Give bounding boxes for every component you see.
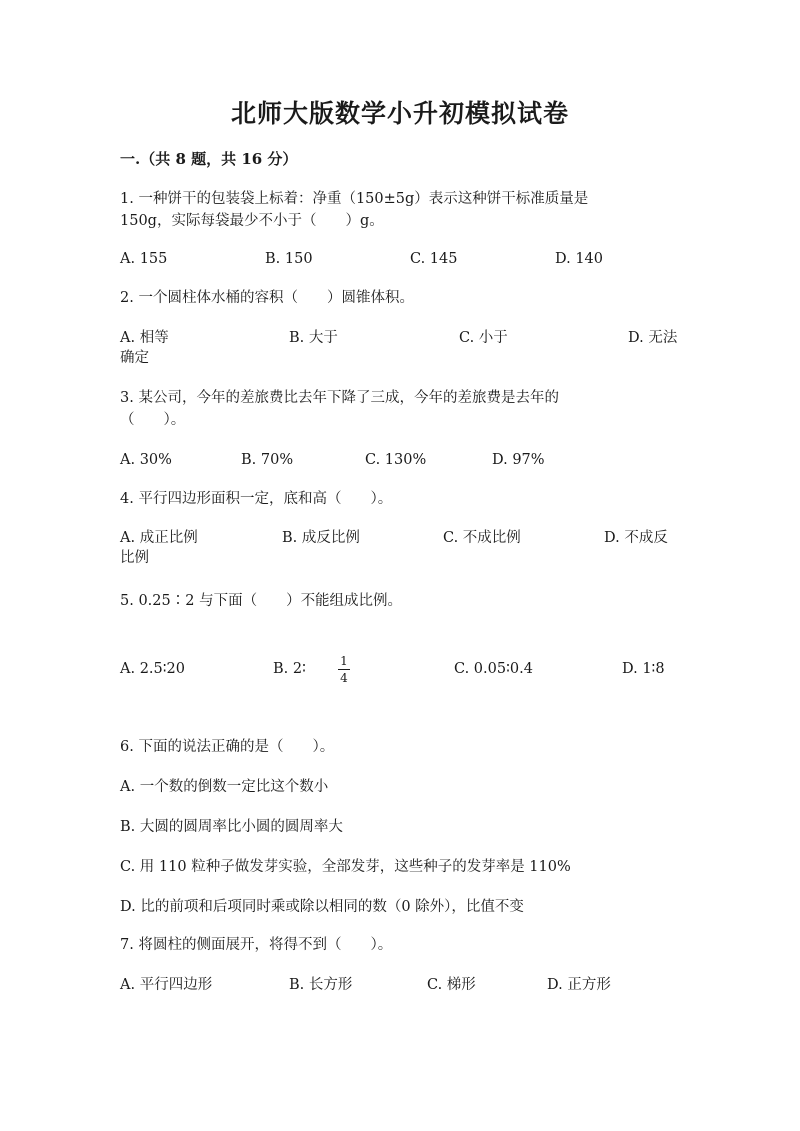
page-title: 北师大版数学小升初模拟试卷 — [230, 99, 569, 128]
question-1-option-a: A. 155 — [120, 251, 168, 267]
question-1-option-d: D. 140 — [555, 251, 604, 267]
question-4-option-d: D. 不成反 — [604, 530, 668, 546]
question-4-option-c: C. 不成比例 — [443, 530, 521, 546]
question-4-option-d-wrap: 比例 — [120, 550, 149, 566]
question-5-option-d: D. 1∶8 — [622, 661, 665, 677]
question-3-option-b: B. 70% — [241, 452, 294, 468]
question-1-stem: 1. 一种饼干的包装袋上标着：净重（150±5g）表示这种饼干标准质量是 150g，实际每袋最少不小于（ ）g。 — [120, 191, 589, 229]
question-6-option-c: C. 用 110 粒种子做发芽实验，全部发芽，这些种子的发芽率是 110% — [120, 859, 571, 875]
question-1-option-c: C. 145 — [410, 251, 458, 267]
fraction-numerator: 1 — [340, 654, 348, 668]
question-6-stem: 6. 下面的说法正确的是（ ）。 — [120, 739, 335, 755]
question-2-option-d-wrap: 确定 — [120, 350, 149, 366]
question-2-option-b: B. 大于 — [289, 330, 338, 346]
question-7-option-c: C. 梯形 — [427, 977, 476, 993]
question-4-option-b: B. 成反比例 — [282, 530, 360, 546]
question-4-option-a: A. 成正比例 — [120, 530, 198, 546]
question-3-option-a: A. 30% — [120, 452, 172, 468]
question-5-option-a: A. 2.5∶20 — [120, 661, 185, 677]
question-7-option-b: B. 长方形 — [289, 977, 353, 993]
question-7-option-a: A. 平行四边形 — [120, 977, 213, 993]
section-heading: 一.（共 8 题，共 16 分） — [120, 150, 298, 168]
question-3-option-d: D. 97% — [492, 452, 545, 468]
question-6-option-b: B. 大圆的圆周率比小圆的圆周率大 — [120, 819, 343, 835]
question-2-option-d: D. 无法 — [628, 330, 678, 346]
question-2-stem: 2. 一个圆柱体水桶的容积（ ）圆锥体积。 — [120, 290, 414, 306]
question-6-option-a: A. 一个数的倒数一定比这个数小 — [120, 779, 329, 795]
question-6-option-d: D. 比的前项和后项同时乘或除以相同的数（0 除外），比值不变 — [120, 899, 524, 915]
question-5-stem: 5. 0.25∶2 与下面（ ）不能组成比例。 — [120, 593, 403, 609]
question-5-option-b: B. 2∶ — [273, 661, 306, 677]
question-3-stem: 3. 某公司，今年的差旅费比去年下降了三成，今年的差旅费是去年的 （ ）。 — [120, 390, 559, 428]
question-5-option-b-fraction — [338, 654, 350, 685]
question-2-option-c: C. 小于 — [459, 330, 508, 346]
fraction-denominator: 4 — [340, 671, 348, 685]
fraction-bar — [338, 669, 350, 670]
question-7-stem: 7. 将圆柱的侧面展开，将得不到（ ）。 — [120, 937, 393, 953]
question-2-option-a: A. 相等 — [120, 330, 169, 346]
question-3-option-c: C. 130% — [365, 452, 427, 468]
question-7-option-d: D. 正方形 — [547, 977, 611, 993]
question-5-option-c: C. 0.05∶0.4 — [454, 661, 533, 677]
question-4-stem: 4. 平行四边形面积一定，底和高（ ）。 — [120, 491, 393, 507]
question-1-option-b: B. 150 — [265, 251, 313, 267]
